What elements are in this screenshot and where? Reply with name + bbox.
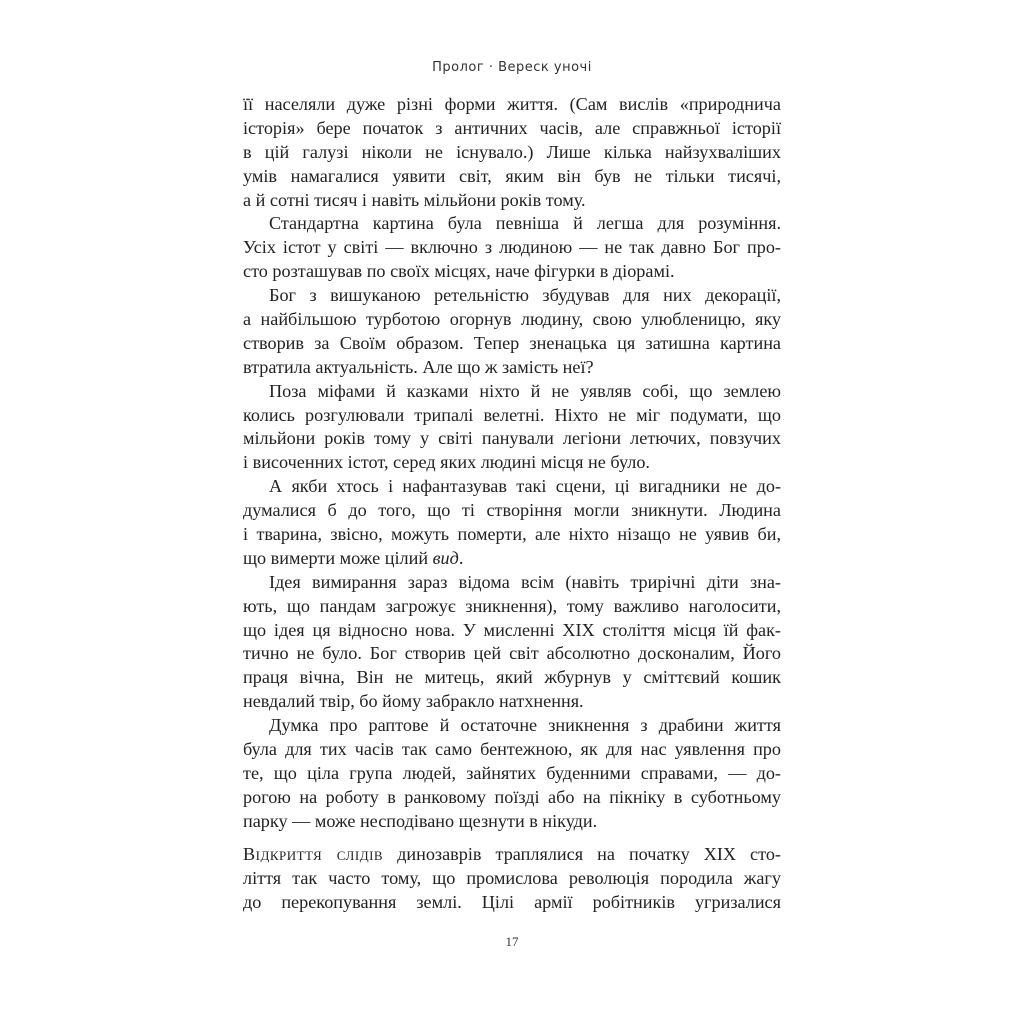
text-line: в цій галузі ніколи не існувало.) Лише кілька найзухваліших bbox=[243, 141, 781, 162]
text-line: до перекопування землі. Цілі армії робітників угризалися bbox=[243, 891, 781, 912]
text-line: Думка про раптове й остаточне зникнення з драбини життя bbox=[269, 715, 781, 736]
text-line: сто розташував по своїх місцях, наче фігурки в діорамі. bbox=[243, 261, 675, 282]
paragraph bbox=[243, 93, 781, 212]
text-fragment: динозаврів траплялися на початку XIX сто- bbox=[383, 844, 781, 864]
text-line: а й сотні тисяч і навіть мільйони років тому. bbox=[243, 189, 586, 210]
text-line: невдалий твір, бо йому забракло натхнення. bbox=[243, 691, 584, 712]
paragraph bbox=[243, 212, 781, 284]
italic-word: вид bbox=[432, 547, 459, 568]
text-line: ють, що пандам загрожує зникнення), тому важливо наголосити, bbox=[243, 595, 781, 616]
text-line: рогою на роботу в ранковому поїзді або на пікніку в суботньому bbox=[243, 786, 781, 807]
paragraph bbox=[243, 380, 781, 476]
text-line bbox=[243, 843, 781, 867]
text-line: була для тих часів так само бентежною, як для нас уявлення про bbox=[243, 739, 781, 760]
text-line: Бог з вишуканою ретельністю збудував для них декорації, bbox=[269, 285, 781, 306]
paragraph bbox=[243, 714, 781, 833]
section-lead-in: Відкриття слідів bbox=[243, 844, 384, 864]
text-line: тично не було. Бог створив цей світ абсолютно досконалим, Його bbox=[243, 643, 781, 664]
text-line: парку — може несподівано щезнути в нікуди. bbox=[243, 810, 598, 831]
text-line: що ідея ця відносно нова. У мисленні XIX століття місця їй фак- bbox=[243, 619, 781, 640]
new-section bbox=[243, 843, 781, 915]
punctuation: . bbox=[458, 547, 464, 568]
text-line: А якби хтось і нафантазував такі сцени, ці вигадники не до- bbox=[269, 476, 781, 497]
paragraph bbox=[243, 284, 781, 380]
text-line: Ідея вимирання зараз відома всім (навіть трирічні діти зна- bbox=[269, 571, 781, 592]
running-head: Пролог · Вереск уночі bbox=[432, 60, 592, 75]
text-line: те, що ціла група людей, зайнятих буденними справами, — до- bbox=[243, 762, 781, 783]
text-line: думалися б до того, що ті створіння могли зникнути. Людина bbox=[243, 500, 781, 521]
paragraph bbox=[243, 571, 781, 714]
text-line: і тварина, звісно, можуть померти, але ніхто нізащо не уявив би, bbox=[243, 524, 781, 545]
text-line: втратила актуальність. Але що ж замість неї? bbox=[243, 356, 594, 377]
text-line: її населяли дуже різні форми життя. (Сам вислів «природнича bbox=[243, 94, 781, 114]
text-line: ліття так часто тому, що промислова революція породила жагу bbox=[243, 867, 781, 888]
text-line: створив за Своїм образом. Тепер зненацька ця затишна картина bbox=[243, 332, 781, 353]
text-line: історія» бере початок з античних часів, але справжньої історії bbox=[243, 117, 781, 138]
text-fragment: що вимерти може цілий bbox=[243, 547, 429, 568]
page-number: 17 bbox=[505, 934, 519, 949]
text-line: а найбільшою турботою огорнув людину, свою улюбленицю, яку bbox=[243, 309, 781, 330]
text-line: мільйони років тому у світі панували легіони летючих, повзучих bbox=[243, 428, 781, 449]
paragraph bbox=[243, 475, 781, 571]
text-line: Усіх істот у світі — включно з людиною — не так давно Бог про- bbox=[243, 237, 781, 258]
text-line: праця вічна, Він не митець, який жбурнув у сміттєвий кошик bbox=[243, 667, 781, 688]
text-line: умів намагалися уявити світ, яким він був не тільки тисячі, bbox=[243, 165, 781, 186]
body-text bbox=[243, 93, 781, 834]
text-line: Стандартна картина була певніша й легша для розуміння. bbox=[269, 213, 781, 234]
text-line: Поза міфами й казками ніхто й не уявляв собі, що землею bbox=[269, 380, 781, 401]
text-line bbox=[243, 547, 781, 571]
text-line: колись розгулювали трипалі велетні. Ніхто не міг подумати, що bbox=[243, 404, 781, 425]
text-line: і височенних істот, серед яких людині місця не було. bbox=[243, 452, 650, 473]
